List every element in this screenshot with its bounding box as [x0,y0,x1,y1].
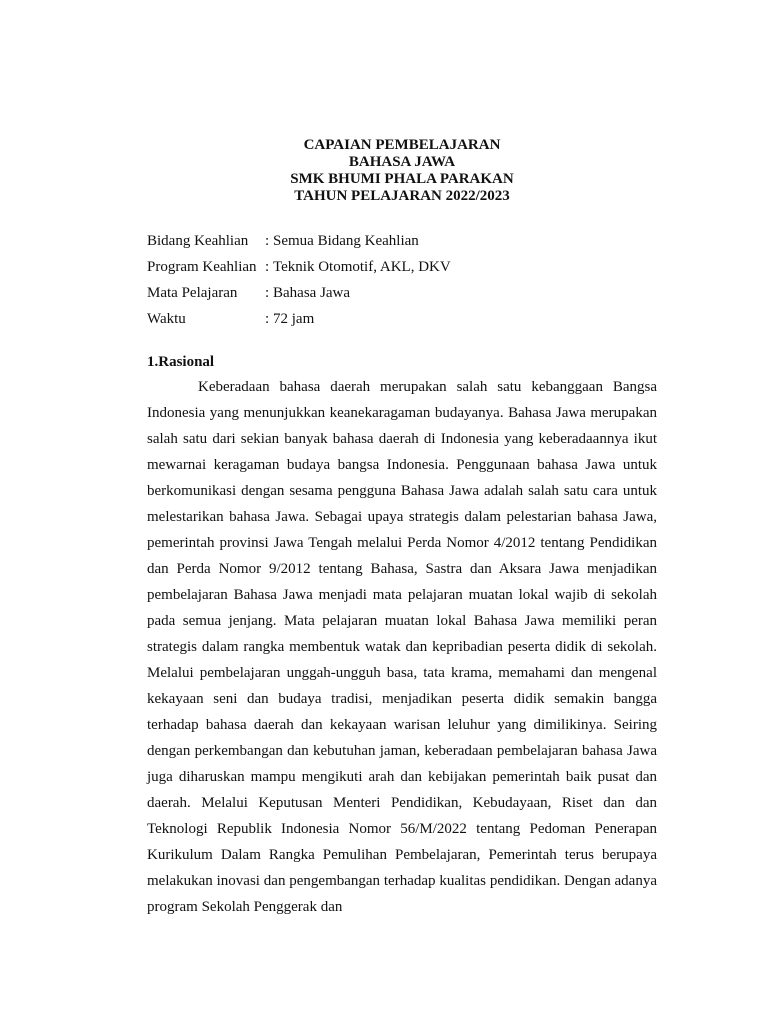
body-paragraph: Keberadaan bahasa daerah merupakan salah satu kebanggaan Bangsa Indonesia yang menunjukkan keanekaragaman budayanya. Bahasa Jawa merupakan salah satu dari sekian banyak bahasa daerah di Indonesia yang keberadaannya ikut mewarnai keragaman budaya bangsa Indonesia. Penggunaan bahasa Jawa untuk berkomunikasi dengan sesama pengguna Bahasa Jawa adalah salah satu cara untuk melestarikan bahasa Jawa. Sebagai upaya strategis dalam pelestarian bahasa Jawa, pemerintah provinsi Jawa Tengah melalui Perda Nomor 4/2012 tentang Pendidikan dan Perda Nomor 9/2012 tentang Bahasa, Sastra dan Aksara Jawa menjadikan pembelajaran Bahasa Jawa menjadi mata pelajaran muatan lokal wajib di sekolah pada semua jenjang. Mata pelajaran muatan lokal Bahasa Jawa memiliki peran strategis dalam rangka membentuk watak dan kepribadian peserta didik di sekolah. Melalui pembelajaran unggah-ungguh basa, tata krama, memahami dan mengenal kekayaan seni dan budaya tradisi, menjadikan peserta didik semakin bangga terhadap bahasa daerah dan kekayaan warisan leluhur yang dimilikinya. Seiring dengan perkembangan dan kebutuhan jaman, keberadaan pembelajaran bahasa Jawa juga diharuskan mampu mengikuti arah dan kebijakan pemerintah baik pusat dan daerah. Melalui Keputusan Menteri Pendidikan, Kebudayaan, Riset dan dan Teknologi Republik Indonesia Nomor 56/M/2022 tentang Pedoman Penerapan Kurikulum Dalam Rangka Pemulihan Pembelajaran, Pemerintah terus berupaya melakukan inovasi dan pengembangan terhadap kualitas pendidikan. Dengan adanya program Sekolah Penggerak dan [147,379,657,915]
meta-label: Program Keahlian [147,258,257,275]
title-line-4: TAHUN PELAJARAN 2022/2023 [294,188,510,204]
meta-value: Teknik Otomotif, AKL, DKV [273,258,451,275]
meta-value: Semua Bidang Keahlian [273,232,419,249]
meta-label: Bidang Keahlian [147,232,249,249]
meta-label: Mata Pelajaran [147,284,238,301]
meta-row-bidang-keahlian [147,228,657,254]
meta-separator: : [265,232,270,249]
meta-separator: : [265,284,270,301]
title-line-3: SMK BHUMI PHALA PARAKAN [290,171,514,187]
title-line-2: BAHASA JAWA [348,154,456,170]
section-heading-rasional: 1.Rasional [147,354,215,370]
meta-separator: : [265,310,270,327]
meta-row-waktu [147,306,657,332]
meta-label: Waktu [147,310,186,327]
meta-row-mata-pelajaran [147,280,657,306]
title-line-1: CAPAIAN PEMBELAJARAN [303,137,501,153]
meta-value: 72 jam [273,310,315,327]
meta-row-program-keahlian [147,254,657,280]
document-title [147,137,657,205]
meta-value: Bahasa Jawa [273,284,351,301]
meta-separator: : [265,258,270,275]
meta-table [147,228,657,332]
